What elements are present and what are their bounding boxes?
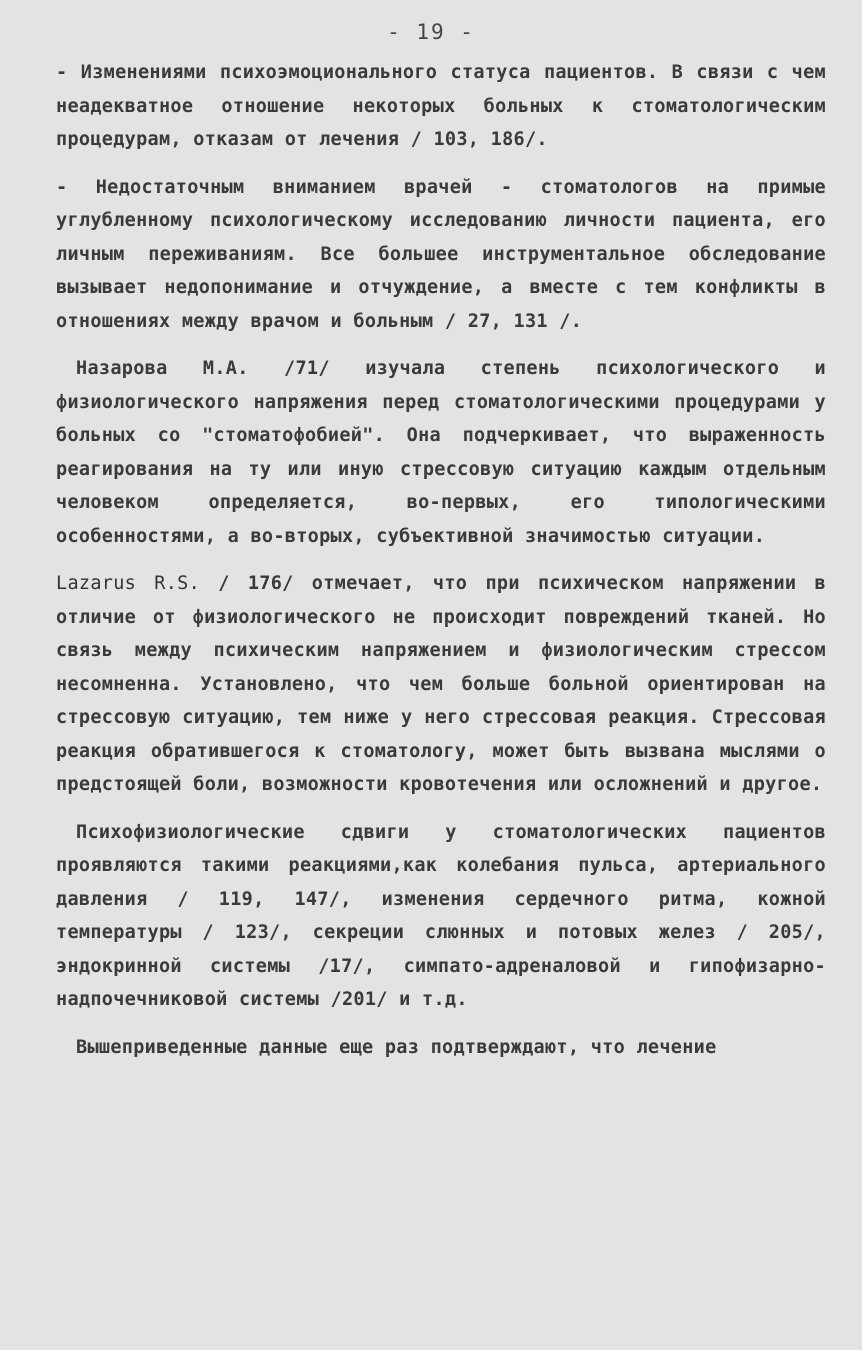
page-number: - 19 - xyxy=(387,20,475,44)
document-body xyxy=(56,56,826,1078)
author-name-latin: Lazarus R.S. xyxy=(56,573,201,594)
paragraph-nazarova: Назарова М.А. /71/ изучала степень психологического и физиологического напряжения перед стоматологическими процедурами у больных со "стоматофобией". Она подчеркивает, что выраженность реагирования на ту или иную стрессовую ситуацию каждым отдельным человеком определяется, во-первых, его типологическими особенностями, а во-вторых, субъективной значимостью ситуации. xyxy=(56,358,826,547)
paragraph-psychophysiological-shifts: Психофизиологические сдвиги у стоматологических пациентов проявляются такими реакциями,как колебания пульса, артериального давления / 119, 147/, изменения сердечного ритма, кожной температуры / 123/, секреции слюнных и потовых желез / 205/, эндокринной системы /17/, симпато-адреналовой и гипофизарно-надпочечниковой системы /201/ и т.д. xyxy=(56,821,826,1010)
paragraph-lazarus xyxy=(56,567,826,802)
paragraph-lazarus-text: / 176/ отмечает, что при психическом напряжении в отличие от физиологического не происходит повреждений тканей. Но связь между психическим напряжением и физиологическим стрессом несомненна. Установлено, что чем больше больной ориентирован на стрессовую ситуацию, тем ниже у него стрессовая реакция. Стрессовая реакция обратившегося к стоматологу, может быть вызвана мыслями о предстоящей боли, возможности кровотечения или осложнений и другое. xyxy=(56,573,826,795)
paragraph-conclusion-start: Вышеприведенные данные еще раз подтверждают, что лечение xyxy=(76,1036,717,1058)
paragraph-insufficient-attention: - Недостаточным вниманием врачей - стоматологов на примые углубленному психологическому исследованию личности пациента, его личным переживаниям. Все большее инструментальное обследование вызывает недопонимание и отчуждение, а вместе с тем конфликты в отношениях между врачом и больным / 27, 131 /. xyxy=(56,176,826,332)
paragraph-psychoemotional-status: - Изменениями психоэмоционального статуса пациентов. В связи с чем неадекватное отношение некоторых больных к стоматологическим процедурам, отказам от лечения / 103, 186/. xyxy=(56,62,826,150)
